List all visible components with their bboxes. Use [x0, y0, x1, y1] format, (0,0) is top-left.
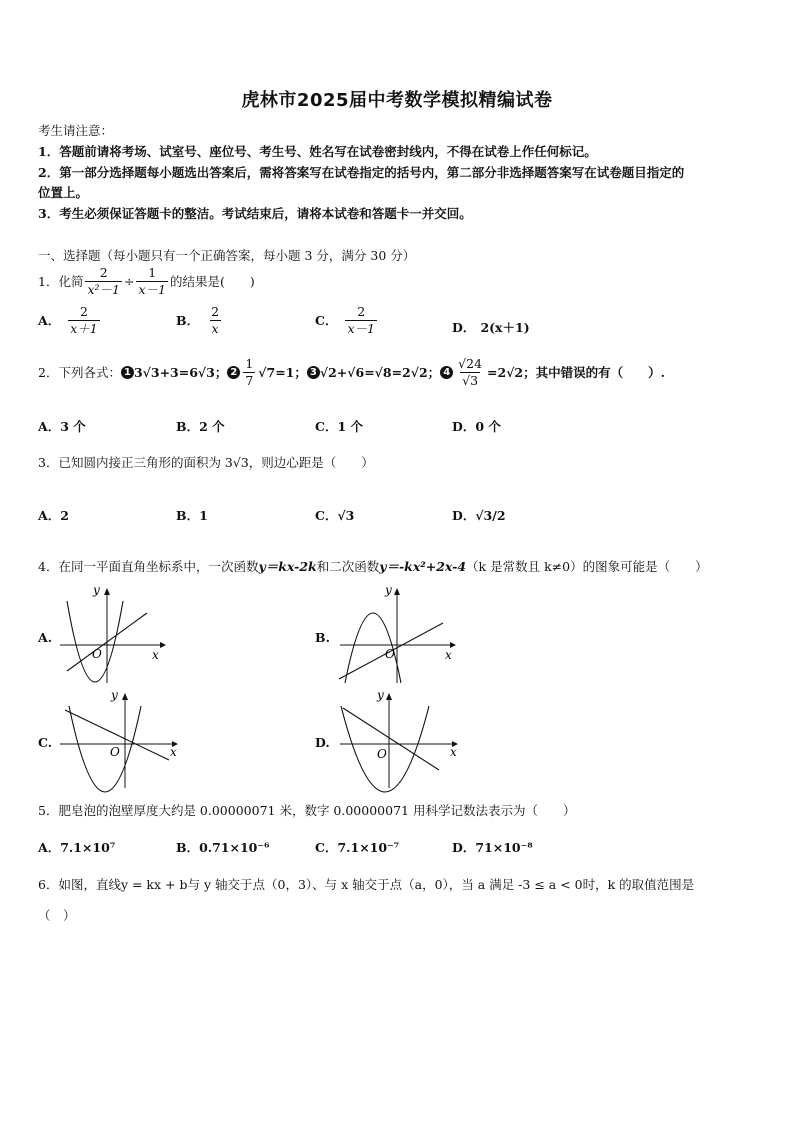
q5-option-c: C．7.1×10⁻⁷ — [315, 840, 400, 855]
q5-option-d: D．71×10⁻⁸ — [452, 840, 533, 855]
question-5: 5．肥皂泡的泡壁厚度大约是 0.00000071 米，数字 0.00000071 用科学记数法表示为（ ） — [38, 803, 576, 818]
q1-option-c: C． $\frac{2}{x-1}$ — [315, 304, 375, 336]
q2-expr-2: √7=1； — [258, 365, 307, 381]
svg-text:O: O — [92, 647, 102, 661]
q4-option-b-label: B. — [315, 630, 330, 645]
circled-2-icon: 2 — [227, 366, 240, 379]
q1-prefix: 1．化简 — [38, 274, 84, 290]
page-title: 虎林市2025届中考数学模拟精编试卷 — [241, 90, 553, 111]
q1-suffix: 的结果是( ) — [169, 274, 255, 290]
svg-text:O: O — [377, 747, 387, 761]
question-4: 4．在同一平面直角坐标系中，一次函数y＝kx-2k和二次函数y＝-kx²+2x-4（k 是常数且 k≠0）的图象可能是（ ） — [38, 559, 708, 574]
svg-text:x: x — [450, 745, 457, 759]
q2-expr-1: 3√3+3=6√3； — [133, 365, 228, 381]
q4-graph-c — [55, 688, 185, 793]
q1-option-b: B． $\frac{2}{x}$ — [176, 304, 220, 336]
q2-expr-3: √2+√6=√8=2√2； — [319, 365, 441, 381]
q2-option-d: D．0 个 — [452, 419, 501, 434]
notice-item-2-cont: 位置上。 — [38, 185, 89, 200]
q2-fraction-1-7: $\frac{1}{7}$ — [245, 356, 254, 388]
q5-option-b: B．0.71×10⁻⁶ — [176, 840, 270, 855]
svg-text:y: y — [111, 688, 118, 702]
svg-text:y: y — [385, 583, 392, 597]
notice-item-1: 1．答题前请将考场、试室号、座位号、考生号、姓名写在试卷密封线内，不得在试卷上作任何标记。 — [38, 144, 597, 159]
q1-option-d: D． 2(x＋1) — [452, 320, 530, 335]
question-1 — [38, 266, 255, 297]
q3-option-a: A．2 — [38, 508, 69, 523]
q4-option-c-label: C. — [38, 735, 53, 750]
svg-text:O: O — [110, 745, 120, 759]
q2-option-b: B．2 个 — [176, 419, 225, 434]
svg-text:x: x — [152, 648, 159, 662]
q3-option-b: B．1 — [176, 508, 208, 523]
notice-item-3: 3．考生必须保证答题卡的整洁。考试结束后，请将本试卷和答题卡一并交回。 — [38, 206, 472, 221]
q4-graph-d — [335, 688, 465, 793]
svg-text:y: y — [93, 583, 100, 597]
q1-operator: ÷ — [123, 273, 135, 289]
q2-option-c: C．1 个 — [315, 419, 363, 434]
q3-option-c: C．√3 — [315, 508, 355, 523]
circled-4-icon: 4 — [440, 366, 453, 379]
circled-3-icon: 3 — [307, 366, 320, 379]
notice-heading: 考生请注意： — [38, 123, 114, 138]
svg-text:x: x — [170, 745, 177, 759]
q2-fraction-sqrt24: $\frac{√24}{√3}$ — [458, 356, 483, 388]
q4-graph-a — [55, 583, 175, 688]
section-heading: 一、选择题（每小题只有一个正确答案，每小题 3 分，满分 30 分） — [38, 248, 416, 263]
q2-expr-4: =2√2；其中错误的有（ ）. — [487, 365, 665, 381]
circled-1-icon: 1 — [121, 366, 134, 379]
svg-text:x: x — [445, 648, 452, 662]
q4-option-a-label: A. — [38, 630, 53, 645]
svg-text:O: O — [385, 647, 395, 661]
q3-option-d: D．√3/2 — [452, 508, 506, 523]
q1-fraction-1: $\frac{2}{\text{x²－1}}$ — [87, 265, 120, 297]
question-2: 2．下列各式： 1 3√3+3=6√3； 2 $\frac{1}{7}$ √7=1； 3 √2+√6=√8=2√2； 4 $\frac{√24}{√3}$ =2√2；其中错误的有（ ）. — [38, 356, 665, 388]
q5-option-a: A．7.1×10⁷ — [38, 840, 116, 855]
q1-option-a: A． $\frac{2}{x+1}$ — [38, 304, 98, 336]
q1-fraction-2: $\frac{1}{x-1}$ — [138, 265, 166, 297]
question-6-blank: （ ） — [38, 908, 76, 923]
question-6: 6．如图，直线y = kx + b与 y 轴交于点（0，3）、与 x 轴交于点（a，0），当 a 满足 -3 ≤ a < 0时，k 的取值范围是 — [38, 877, 695, 892]
q4-graph-b — [335, 583, 465, 688]
question-3: 3．已知圆内接正三角形的面积为 3√3，则边心距是（ ） — [38, 455, 374, 470]
q4-option-d-label: D. — [315, 735, 330, 750]
q2-option-a: A．3 个 — [38, 419, 86, 434]
svg-text:y: y — [377, 688, 384, 702]
notice-item-2: 2．第一部分选择题每小题选出答案后，需将答案写在试卷指定的括号内，第二部分非选择题答案写在试卷题目指定的 — [38, 165, 685, 180]
